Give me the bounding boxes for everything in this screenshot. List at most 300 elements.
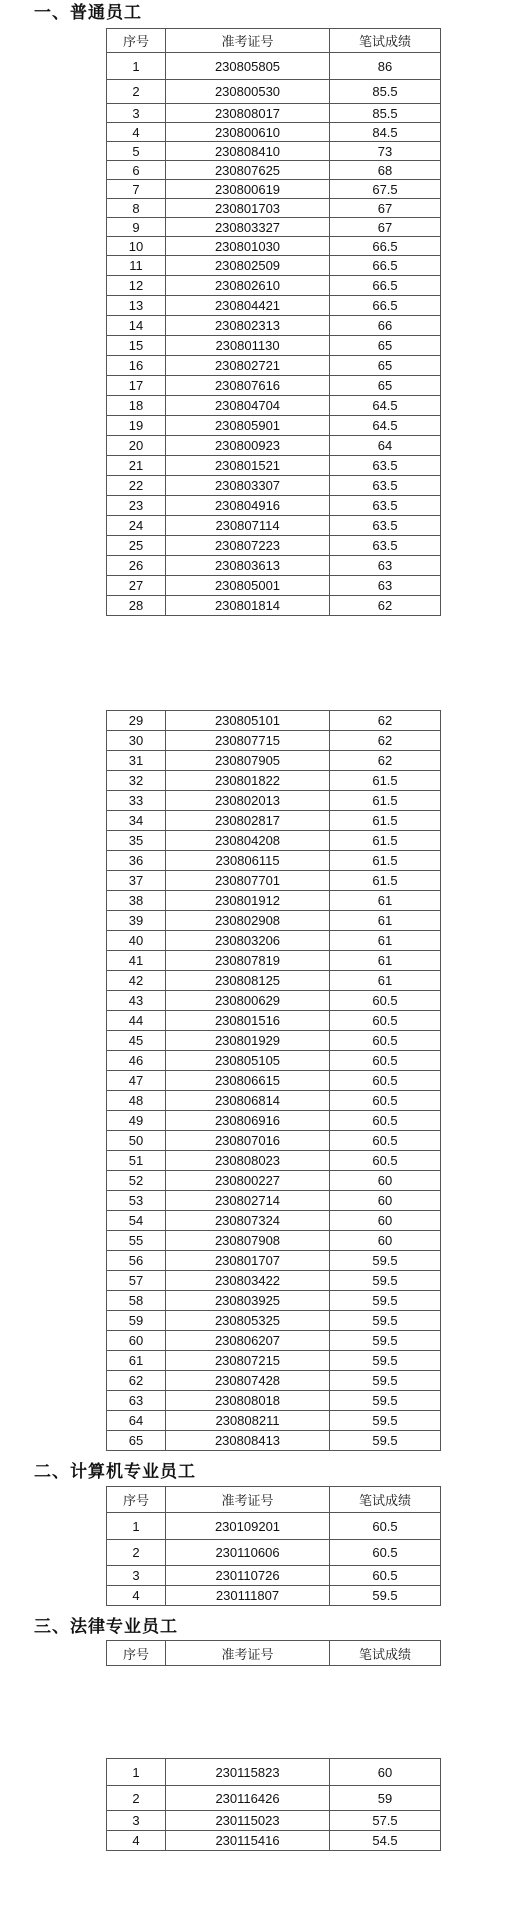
- exam-id-cell: 230804421: [166, 296, 330, 316]
- header-exam-id: 准考证号: [166, 1641, 330, 1666]
- seq-cell: 35: [107, 831, 166, 851]
- seq-cell: 53: [107, 1191, 166, 1211]
- seq-cell: 1: [107, 1513, 166, 1540]
- seq-cell: 13: [107, 296, 166, 316]
- seq-cell: 49: [107, 1111, 166, 1131]
- exam-id-cell: 230803327: [166, 218, 330, 237]
- exam-id-cell: 230806814: [166, 1091, 330, 1111]
- score-cell: 60.5: [330, 1540, 441, 1566]
- table-row: [107, 1251, 441, 1271]
- exam-id-cell: 230807324: [166, 1211, 330, 1231]
- table-row: [107, 356, 441, 376]
- seq-cell: 4: [107, 1586, 166, 1606]
- table-row: [107, 791, 441, 811]
- score-cell: 60: [330, 1211, 441, 1231]
- seq-cell: 61: [107, 1351, 166, 1371]
- exam-id-cell: 230116426: [166, 1786, 330, 1811]
- exam-id-cell: 230802908: [166, 911, 330, 931]
- exam-id-cell: 230805101: [166, 711, 330, 731]
- seq-cell: 2: [107, 1786, 166, 1811]
- seq-cell: 58: [107, 1291, 166, 1311]
- seq-cell: 16: [107, 356, 166, 376]
- table-row: [107, 1171, 441, 1191]
- score-cell: 62: [330, 751, 441, 771]
- score-cell: 61: [330, 951, 441, 971]
- score-cell: 59.5: [330, 1331, 441, 1351]
- seq-cell: 14: [107, 316, 166, 336]
- seq-cell: 5: [107, 142, 166, 161]
- score-cell: 61: [330, 971, 441, 991]
- seq-cell: 59: [107, 1311, 166, 1331]
- seq-cell: 3: [107, 1566, 166, 1586]
- score-cell: 67.5: [330, 180, 441, 199]
- score-cell: 59.5: [330, 1586, 441, 1606]
- seq-cell: 43: [107, 991, 166, 1011]
- computer-staff-table: [106, 1486, 441, 1606]
- score-cell: 60.5: [330, 1031, 441, 1051]
- exam-id-cell: 230807616: [166, 376, 330, 396]
- table-row: [107, 1540, 441, 1566]
- score-cell: 60.5: [330, 1131, 441, 1151]
- exam-id-cell: 230115416: [166, 1831, 330, 1851]
- exam-id-cell: 230807114: [166, 516, 330, 536]
- table-row: [107, 1011, 441, 1031]
- seq-cell: 44: [107, 1011, 166, 1031]
- score-cell: 65: [330, 376, 441, 396]
- table-row: [107, 1586, 441, 1606]
- table-row: [107, 1411, 441, 1431]
- seq-cell: 22: [107, 476, 166, 496]
- table-row: [107, 1759, 441, 1786]
- table-row: [107, 811, 441, 831]
- exam-id-cell: 230804704: [166, 396, 330, 416]
- table-row: [107, 1091, 441, 1111]
- seq-cell: 40: [107, 931, 166, 951]
- table-row: [107, 316, 441, 336]
- score-cell: 61.5: [330, 851, 441, 871]
- seq-cell: 37: [107, 871, 166, 891]
- header-seq: 序号: [107, 1641, 166, 1666]
- exam-id-cell: 230803925: [166, 1291, 330, 1311]
- table-row: [107, 1331, 441, 1351]
- table-row: [107, 237, 441, 256]
- exam-id-cell: 230801912: [166, 891, 330, 911]
- table-row: [107, 1151, 441, 1171]
- score-cell: 60.5: [330, 1566, 441, 1586]
- exam-id-cell: 230110606: [166, 1540, 330, 1566]
- table-row: [107, 296, 441, 316]
- exam-id-cell: 230801822: [166, 771, 330, 791]
- table-row: [107, 1211, 441, 1231]
- score-cell: 61.5: [330, 791, 441, 811]
- score-cell: 66.5: [330, 296, 441, 316]
- table-row: [107, 731, 441, 751]
- seq-cell: 18: [107, 396, 166, 416]
- exam-id-cell: 230110726: [166, 1566, 330, 1586]
- table-row: [107, 476, 441, 496]
- score-cell: 66.5: [330, 237, 441, 256]
- section-title-general: 一、普通员工: [34, 3, 142, 23]
- table-row: [107, 1371, 441, 1391]
- seq-cell: 23: [107, 496, 166, 516]
- table-row: [107, 1111, 441, 1131]
- exam-id-cell: 230807223: [166, 536, 330, 556]
- score-cell: 66: [330, 316, 441, 336]
- table-row: [107, 1811, 441, 1831]
- exam-id-cell: 230802721: [166, 356, 330, 376]
- table-row: [107, 1566, 441, 1586]
- score-cell: 62: [330, 731, 441, 751]
- exam-id-cell: 230800530: [166, 80, 330, 104]
- section-title-law: 三、法律专业员工: [34, 1617, 178, 1637]
- exam-id-cell: 230802817: [166, 811, 330, 831]
- exam-id-cell: 230808211: [166, 1411, 330, 1431]
- exam-id-cell: 230801521: [166, 456, 330, 476]
- table-row: [107, 396, 441, 416]
- exam-id-cell: 230805325: [166, 1311, 330, 1331]
- table-row: [107, 991, 441, 1011]
- seq-cell: 36: [107, 851, 166, 871]
- exam-id-cell: 230808017: [166, 104, 330, 123]
- score-cell: 86: [330, 53, 441, 80]
- table-row: [107, 911, 441, 931]
- exam-id-cell: 230803206: [166, 931, 330, 951]
- exam-id-cell: 230803422: [166, 1271, 330, 1291]
- seq-cell: 29: [107, 711, 166, 731]
- exam-id-cell: 230800629: [166, 991, 330, 1011]
- exam-id-cell: 230805805: [166, 53, 330, 80]
- table-row: [107, 1513, 441, 1540]
- seq-cell: 60: [107, 1331, 166, 1351]
- score-cell: 61: [330, 931, 441, 951]
- table-row: [107, 80, 441, 104]
- table-row: [107, 416, 441, 436]
- score-cell: 65: [330, 336, 441, 356]
- seq-cell: 19: [107, 416, 166, 436]
- table-row: [107, 123, 441, 142]
- score-cell: 59.5: [330, 1351, 441, 1371]
- seq-cell: 4: [107, 1831, 166, 1851]
- seq-cell: 56: [107, 1251, 166, 1271]
- table-row: [107, 142, 441, 161]
- seq-cell: 7: [107, 180, 166, 199]
- table-row: [107, 180, 441, 199]
- score-cell: 63.5: [330, 476, 441, 496]
- seq-cell: 24: [107, 516, 166, 536]
- score-cell: 63.5: [330, 456, 441, 476]
- header-seq: 序号: [107, 1487, 166, 1513]
- exam-id-cell: 230803307: [166, 476, 330, 496]
- table-row: [107, 576, 441, 596]
- table-row: [107, 1351, 441, 1371]
- seq-cell: 45: [107, 1031, 166, 1051]
- score-cell: 61.5: [330, 771, 441, 791]
- seq-cell: 64: [107, 1411, 166, 1431]
- table-row: [107, 1786, 441, 1811]
- table-row: [107, 53, 441, 80]
- table-row: [107, 871, 441, 891]
- exam-id-cell: 230805105: [166, 1051, 330, 1071]
- score-cell: 63.5: [330, 536, 441, 556]
- seq-cell: 12: [107, 276, 166, 296]
- score-cell: 64.5: [330, 416, 441, 436]
- seq-cell: 63: [107, 1391, 166, 1411]
- score-cell: 59.5: [330, 1411, 441, 1431]
- table-row: [107, 376, 441, 396]
- seq-cell: 6: [107, 161, 166, 180]
- seq-cell: 2: [107, 80, 166, 104]
- exam-id-cell: 230806615: [166, 1071, 330, 1091]
- score-cell: 60.5: [330, 991, 441, 1011]
- seq-cell: 54: [107, 1211, 166, 1231]
- score-cell: 66.5: [330, 256, 441, 276]
- exam-id-cell: 230808023: [166, 1151, 330, 1171]
- seq-cell: 21: [107, 456, 166, 476]
- exam-id-cell: 230115023: [166, 1811, 330, 1831]
- score-cell: 59.5: [330, 1251, 441, 1271]
- exam-id-cell: 230807428: [166, 1371, 330, 1391]
- score-cell: 68: [330, 161, 441, 180]
- header-score: 笔试成绩: [330, 1641, 441, 1666]
- score-cell: 64: [330, 436, 441, 456]
- seq-cell: 11: [107, 256, 166, 276]
- exam-id-cell: 230805001: [166, 576, 330, 596]
- seq-cell: 51: [107, 1151, 166, 1171]
- score-cell: 60: [330, 1191, 441, 1211]
- exam-id-cell: 230801030: [166, 237, 330, 256]
- exam-id-cell: 230807715: [166, 731, 330, 751]
- table-row: [107, 1031, 441, 1051]
- table-row: [107, 556, 441, 576]
- table-row: [107, 104, 441, 123]
- exam-id-cell: 230807215: [166, 1351, 330, 1371]
- seq-cell: 30: [107, 731, 166, 751]
- exam-id-cell: 230807625: [166, 161, 330, 180]
- score-cell: 64.5: [330, 396, 441, 416]
- score-cell: 57.5: [330, 1811, 441, 1831]
- exam-id-cell: 230808413: [166, 1431, 330, 1451]
- table-row: [107, 1311, 441, 1331]
- table-row: [107, 851, 441, 871]
- score-cell: 84.5: [330, 123, 441, 142]
- table-row: [107, 256, 441, 276]
- table-row: [107, 971, 441, 991]
- table-row: [107, 1191, 441, 1211]
- seq-cell: 38: [107, 891, 166, 911]
- seq-cell: 48: [107, 1091, 166, 1111]
- exam-id-cell: 230802509: [166, 256, 330, 276]
- seq-cell: 15: [107, 336, 166, 356]
- score-cell: 85.5: [330, 104, 441, 123]
- exam-id-cell: 230801929: [166, 1031, 330, 1051]
- score-cell: 63: [330, 556, 441, 576]
- seq-cell: 65: [107, 1431, 166, 1451]
- exam-id-cell: 230807819: [166, 951, 330, 971]
- seq-cell: 31: [107, 751, 166, 771]
- seq-cell: 4: [107, 123, 166, 142]
- score-cell: 63.5: [330, 496, 441, 516]
- header-exam-id: 准考证号: [166, 1487, 330, 1513]
- exam-id-cell: 230800610: [166, 123, 330, 142]
- score-cell: 60.5: [330, 1051, 441, 1071]
- seq-cell: 2: [107, 1540, 166, 1566]
- table-row: [107, 711, 441, 731]
- general-staff-table-part-2: [106, 710, 441, 1451]
- exam-id-cell: 230801130: [166, 336, 330, 356]
- seq-cell: 20: [107, 436, 166, 456]
- exam-id-cell: 230804916: [166, 496, 330, 516]
- seq-cell: 17: [107, 376, 166, 396]
- table-row: [107, 931, 441, 951]
- seq-cell: 28: [107, 596, 166, 616]
- exam-id-cell: 230802313: [166, 316, 330, 336]
- seq-cell: 42: [107, 971, 166, 991]
- score-cell: 61: [330, 911, 441, 931]
- exam-id-cell: 230807908: [166, 1231, 330, 1251]
- seq-cell: 1: [107, 53, 166, 80]
- table-row: [107, 536, 441, 556]
- score-cell: 65: [330, 356, 441, 376]
- seq-cell: 26: [107, 556, 166, 576]
- score-cell: 60.5: [330, 1151, 441, 1171]
- exam-id-cell: 230808018: [166, 1391, 330, 1411]
- table-row: [107, 1391, 441, 1411]
- header-score: 笔试成绩: [330, 1487, 441, 1513]
- exam-id-cell: 230807016: [166, 1131, 330, 1151]
- table-row: [107, 1231, 441, 1251]
- exam-id-cell: 230808410: [166, 142, 330, 161]
- header-row: [107, 29, 441, 53]
- table-row: [107, 951, 441, 971]
- seq-cell: 33: [107, 791, 166, 811]
- seq-cell: 39: [107, 911, 166, 931]
- exam-id-cell: 230807905: [166, 751, 330, 771]
- exam-id-cell: 230806115: [166, 851, 330, 871]
- score-cell: 63.5: [330, 516, 441, 536]
- seq-cell: 32: [107, 771, 166, 791]
- score-cell: 59.5: [330, 1311, 441, 1331]
- table-row: [107, 771, 441, 791]
- exam-id-cell: 230115823: [166, 1759, 330, 1786]
- score-cell: 59.5: [330, 1291, 441, 1311]
- seq-cell: 55: [107, 1231, 166, 1251]
- table-row: [107, 1071, 441, 1091]
- score-cell: 60.5: [330, 1513, 441, 1540]
- score-cell: 61: [330, 891, 441, 911]
- exam-id-cell: 230804208: [166, 831, 330, 851]
- seq-cell: 52: [107, 1171, 166, 1191]
- table-row: [107, 831, 441, 851]
- table-row: [107, 436, 441, 456]
- exam-id-cell: 230806916: [166, 1111, 330, 1131]
- header-exam-id: 准考证号: [166, 29, 330, 53]
- seq-cell: 57: [107, 1271, 166, 1291]
- score-cell: 60.5: [330, 1111, 441, 1131]
- header-seq: 序号: [107, 29, 166, 53]
- exam-id-cell: 230803613: [166, 556, 330, 576]
- exam-id-cell: 230109201: [166, 1513, 330, 1540]
- exam-id-cell: 230801814: [166, 596, 330, 616]
- table-row: [107, 596, 441, 616]
- score-cell: 59.5: [330, 1391, 441, 1411]
- score-cell: 59.5: [330, 1271, 441, 1291]
- exam-id-cell: 230800227: [166, 1171, 330, 1191]
- header-row: [107, 1641, 441, 1666]
- exam-id-cell: 230802714: [166, 1191, 330, 1211]
- seq-cell: 1: [107, 1759, 166, 1786]
- law-staff-table-header: [106, 1640, 441, 1666]
- table-row: [107, 1291, 441, 1311]
- score-cell: 61.5: [330, 811, 441, 831]
- table-row: [107, 516, 441, 536]
- table-row: [107, 161, 441, 180]
- table-row: [107, 1431, 441, 1451]
- exam-id-cell: 230802610: [166, 276, 330, 296]
- exam-id-cell: 230800923: [166, 436, 330, 456]
- score-cell: 60.5: [330, 1091, 441, 1111]
- score-cell: 60: [330, 1171, 441, 1191]
- score-cell: 63: [330, 576, 441, 596]
- seq-cell: 3: [107, 1811, 166, 1831]
- table-row: [107, 336, 441, 356]
- score-cell: 59.5: [330, 1431, 441, 1451]
- score-cell: 59: [330, 1786, 441, 1811]
- score-cell: 60.5: [330, 1071, 441, 1091]
- score-cell: 67: [330, 218, 441, 237]
- law-staff-table: [106, 1758, 441, 1851]
- score-cell: 62: [330, 596, 441, 616]
- table-row: [107, 218, 441, 237]
- seq-cell: 46: [107, 1051, 166, 1071]
- table-row: [107, 1831, 441, 1851]
- exam-id-cell: 230806207: [166, 1331, 330, 1351]
- exam-id-cell: 230800619: [166, 180, 330, 199]
- exam-id-cell: 230801703: [166, 199, 330, 218]
- seq-cell: 27: [107, 576, 166, 596]
- score-cell: 67: [330, 199, 441, 218]
- score-cell: 60.5: [330, 1011, 441, 1031]
- table-row: [107, 456, 441, 476]
- score-cell: 66.5: [330, 276, 441, 296]
- seq-cell: 9: [107, 218, 166, 237]
- score-cell: 61.5: [330, 871, 441, 891]
- table-row: [107, 1271, 441, 1291]
- table-row: [107, 276, 441, 296]
- seq-cell: 50: [107, 1131, 166, 1151]
- exam-id-cell: 230808125: [166, 971, 330, 991]
- table-row: [107, 891, 441, 911]
- score-cell: 54.5: [330, 1831, 441, 1851]
- table-row: [107, 1131, 441, 1151]
- seq-cell: 34: [107, 811, 166, 831]
- header-score: 笔试成绩: [330, 29, 441, 53]
- score-cell: 85.5: [330, 80, 441, 104]
- table-row: [107, 496, 441, 516]
- score-cell: 60: [330, 1231, 441, 1251]
- table-row: [107, 199, 441, 218]
- score-cell: 62: [330, 711, 441, 731]
- header-row: [107, 1487, 441, 1513]
- exam-id-cell: 230807701: [166, 871, 330, 891]
- exam-id-cell: 230801707: [166, 1251, 330, 1271]
- score-cell: 61.5: [330, 831, 441, 851]
- exam-id-cell: 230805901: [166, 416, 330, 436]
- score-cell: 59.5: [330, 1371, 441, 1391]
- seq-cell: 62: [107, 1371, 166, 1391]
- exam-id-cell: 230111807: [166, 1586, 330, 1606]
- seq-cell: 41: [107, 951, 166, 971]
- seq-cell: 47: [107, 1071, 166, 1091]
